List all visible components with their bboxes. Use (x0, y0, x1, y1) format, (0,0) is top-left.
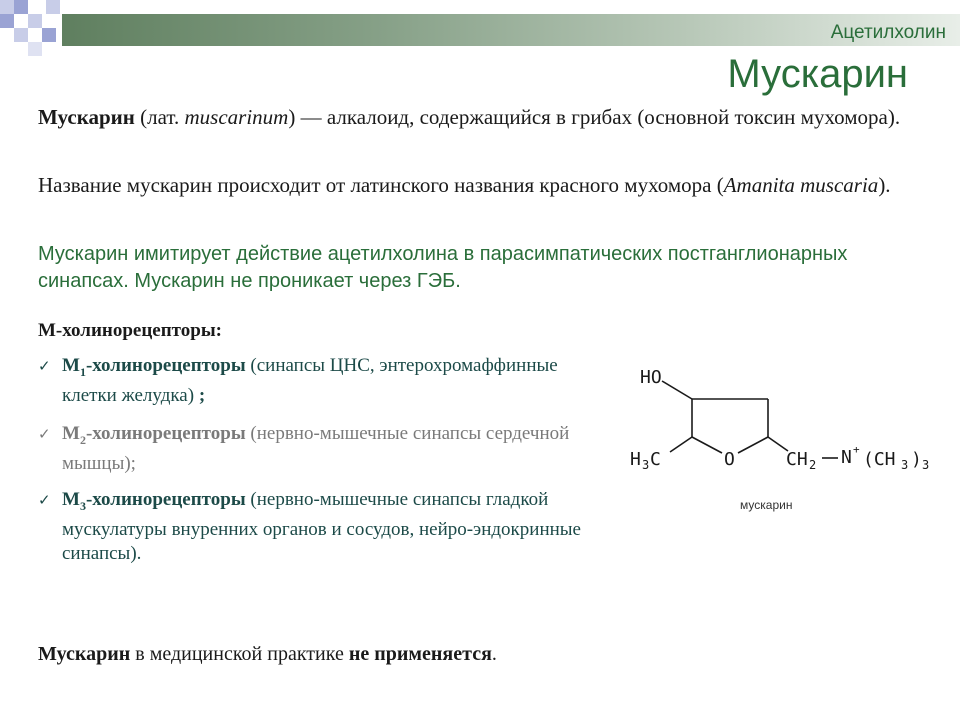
check-icon: ✓ (38, 491, 51, 509)
bond-o-left (692, 437, 722, 453)
svg-text:C: C (650, 449, 661, 470)
svg-text:2: 2 (809, 458, 817, 472)
bond-methyl (670, 437, 692, 452)
slide-title: Мускарин (727, 52, 908, 96)
intro-paragraph-1: Мускарин (лат. muscarinum) — алкалоид, содержащийся в грибах (основной токсин мухомора). (38, 105, 901, 129)
section-label: Ацетилхолин (830, 22, 946, 43)
check-icon: ✓ (38, 357, 51, 375)
latin-name: muscarinum (184, 105, 289, 129)
svg-text:3: 3 (922, 458, 930, 472)
formula-caption: мускарин (740, 498, 793, 512)
header-bar (62, 14, 960, 46)
intro-paragraph-3: Мускарин имитирует действие ацетилхолина в парасимпатических постганглионарных синапсах. Мускарин не проникает через ГЭБ. (38, 243, 848, 292)
svg-text:3: 3 (901, 458, 909, 472)
svg-text:): ) (911, 449, 922, 470)
bond-ho (662, 381, 692, 399)
label-o: O (724, 449, 735, 470)
species-name: Amanita muscaria (723, 173, 879, 197)
label-ch2: CH (786, 449, 808, 470)
svg-text:+: + (853, 443, 860, 456)
svg-text:3: 3 (642, 458, 650, 472)
muscarine-structure (620, 355, 940, 525)
bond-o-right (738, 437, 768, 453)
receptor-item-m2: ✓ $М_2$-холинорецепторы (нервно-мышечные синапсы сердечной мышцы); (38, 423, 570, 474)
svg-text:(CH: (CH (863, 449, 896, 470)
receptor-item-m1: ✓ $М_1$-холинорецепторы (синапсы ЦНС, энтерохромаффинные клетки желудка) ; (38, 355, 558, 406)
bond-ch2 (768, 437, 788, 451)
label-h: H (630, 449, 641, 470)
label-ho: HO (640, 367, 662, 388)
receptor-item-m3: ✓ $М_3$-холинорецепторы (нервно-мышечные синапсы гладкой мускулатуры внуренних органов и сосудов, нейро-эндокринные синапсы). (38, 489, 581, 564)
check-icon: ✓ (38, 425, 51, 443)
receptors-heading: М-холинорецепторы: (38, 320, 222, 341)
intro-paragraph-2: Название мускарин происходит от латинского названия красного мухомора (Amanita muscaria). (38, 173, 891, 197)
label-n: N (841, 447, 852, 468)
footer-note: Мускарин в медицинской практике не применяется. (38, 643, 497, 665)
term-bold: Мускарин (38, 105, 135, 129)
